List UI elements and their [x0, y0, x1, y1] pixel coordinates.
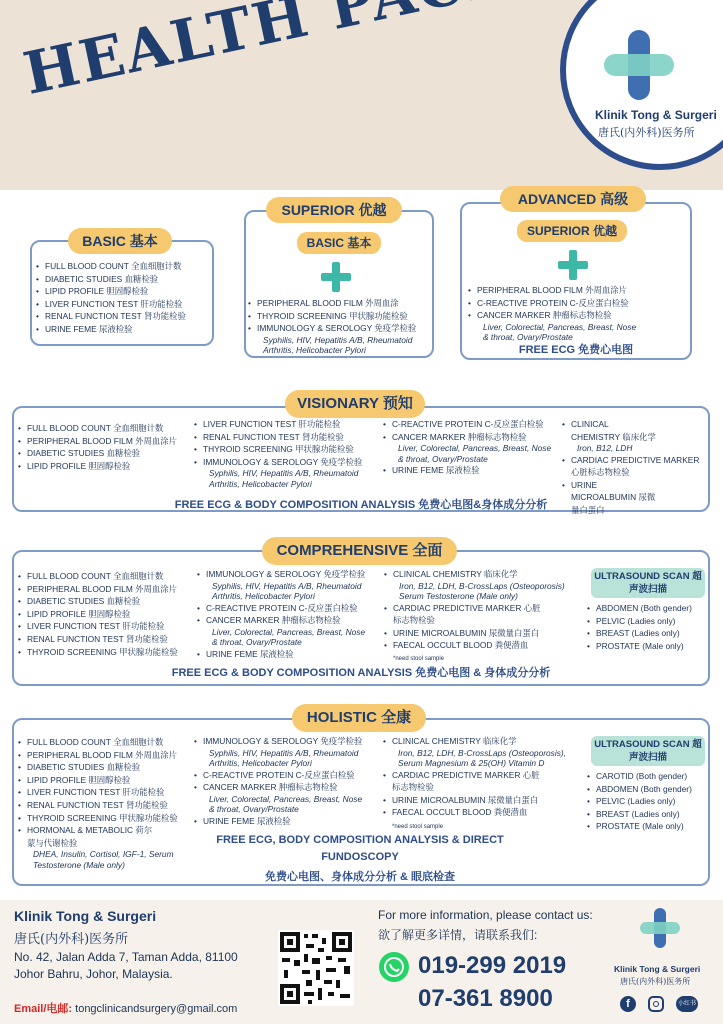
list-item: • HORMONAL & METABOLIC 荷尔蒙与代谢检验 DHEA, Insulin, Cortisol, IGF-1, Serum Testosterone (Male only) [18, 824, 158, 870]
list-item: • LIVER FUNCTION TEST 肝功能检验 [36, 298, 186, 311]
list-item: • PERIPHERAL BLOOD FILM 外周血涂片 [468, 284, 637, 297]
list-item: • BREAST (Ladies only) [587, 808, 692, 821]
list-item: • CARDIAC PREDICTIVE MARKER 心脏标志物检验 [562, 454, 708, 479]
advanced-free-note: FREE ECG 免费心电图 [518, 344, 634, 356]
list-item: • IMMUNOLOGY & SEROLOGY 免疫学检验 Syphilis, HIV, Hepatitis A/B, Rheumatoid Arthritis, Helicobacter Pylori [194, 456, 381, 490]
footer-email[interactable] [14, 1000, 237, 1016]
list-item: • LIPID PROFILE 胆固醇检验 [18, 774, 178, 787]
logo-clinic-name-cn: 唐氏(内外科)医务所 [598, 126, 695, 139]
visionary-col2-sub: Syphilis, HIV, Hepatitis A/B, Rheumatoid Arthritis, Helicobacter Pylori [209, 468, 359, 489]
holistic-stool-note: *need stool sample [392, 824, 444, 830]
visionary-col4-sub: Iron, B12, LDH [577, 443, 633, 454]
superior-sub: Syphilis, HIV, Hepatitis A/B, Rheumatoid Arthritis, Helicobacter Pylori [263, 334, 413, 356]
advanced-title: ADVANCED 高级 [500, 186, 646, 212]
footer-address-2: Johor Bahru, Johor, Malaysia. [14, 967, 173, 981]
list-item: • THYROID SCREENING 甲状腺功能检验 [248, 310, 432, 323]
list-item: • CANCER MARKER 肿瘤标志物检验 Liver, Colorectal, Pancreas, Breast, Nose & throat, Ovary/Prostate [468, 309, 637, 343]
list-item: • THYROID SCREENING 甲状腺功能检验 [18, 646, 178, 659]
list-item: • FULL BLOOD COUNT 全血细胞计数 [18, 422, 177, 435]
list-item: • DIABETIC STUDIES 血糖检验 [18, 447, 177, 460]
list-item: • CARDIAC PREDICTIVE MARKER 心脏标志物检验 [384, 602, 544, 627]
list-item: • CLINICAL CHEMISTRY 临床化学 Iron, B12, LDH, B-CrossLaps (Osteoporosis) Serum Testosterone (Male only) [384, 568, 573, 602]
list-item: • PROSTATE (Male only) [587, 640, 692, 653]
list-item: • RENAL FUNCTION TEST 肾功能检验 [194, 431, 381, 444]
holistic-col1-sub: DHEA, Insulin, Cortisol, IGF-1, Serum Testosterone (Male only) [33, 849, 174, 870]
list-item: • CANCER MARKER 肿瘤标志物检验 Liver, Colorectal, Pancreas, Breast, Nose & throat, Ovary/Prostate [194, 781, 381, 815]
email-label: Email/电邮: [14, 1003, 73, 1015]
comprehensive-title: COMPREHENSIVE 全面 [262, 537, 457, 565]
comprehensive-col2 [197, 568, 384, 660]
list-item: • IMMUNOLOGY & SEROLOGY 免疫学检验 Syphilis, HIV, Hepatitis A/B, Rheumatoid Arthritis, Helicobacter Pylori [248, 322, 432, 356]
list-item: • URINE FEME 尿液检验 [36, 323, 186, 336]
list-item: • DIABETIC STUDIES 血糖检验 [18, 761, 178, 774]
holistic-title: HOLISTIC 全康 [292, 704, 426, 732]
list-item: • PERIPHERAL BLOOD FILM 外周血涂片 [18, 749, 178, 762]
list-item: • PELVIC (Ladies only) [587, 795, 692, 808]
visionary-title: VISIONARY 预知 [285, 390, 425, 418]
comprehensive-stool-note: *need stool sample [393, 656, 445, 662]
comprehensive-ultrasound-badge: ULTRASOUND SCAN 超声波扫描 [591, 568, 705, 598]
contact-info-cn: 欲了解更多详情，请联系我们: [378, 928, 538, 942]
list-item: • FAECAL OCCULT BLOOD 粪便潜血 [383, 806, 587, 819]
superior-includes-badge: BASIC 基本 [297, 232, 381, 254]
holistic-free-line1: FREE ECG, BODY COMPOSITION ANALYSIS & DIRECT [216, 834, 504, 846]
visionary-col3 [383, 418, 554, 477]
list-item: • CLINICAL CHEMISTRY 临床化学 Iron, B12, LDH [562, 418, 657, 454]
advanced-includes-badge: SUPERIOR 优越 [517, 220, 627, 242]
footer-address-1: No. 42, Jalan Adda 7, Taman Adda, 81100 [14, 950, 238, 964]
holistic-free-line3: 免费心电图、身体成分分析 & 眼底检查 [264, 871, 456, 883]
holistic-col3-sub: Iron, B12, LDH, B-CrossLaps (Osteoporosis), Serum Magnesium & 25(OH) Vitamin D [398, 747, 567, 769]
list-item: • URINE MICROALBUMIN 尿微量白蛋白 [384, 627, 573, 640]
list-item: • LIVER FUNCTION TEST 肝功能检验 [18, 786, 178, 799]
plus-icon [321, 262, 351, 292]
visionary-col2 [194, 418, 381, 489]
list-item: • CANCER MARKER 肿瘤标志物检验 Liver, Colorectal, Pancreas, Breast, Nose & throat, Ovary/Prostate [383, 431, 554, 465]
holistic-free-line2: FUNDOSCOPY [321, 851, 399, 863]
list-item: • BREAST (Ladies only) [587, 627, 692, 640]
comprehensive-col3 [384, 568, 573, 652]
list-item: • PELVIC (Ladies only) [587, 615, 692, 628]
list-item: • DIABETIC STUDIES 血糖检验 [18, 595, 178, 608]
comprehensive-col1 [18, 570, 178, 658]
comprehensive-ultrasound-list [587, 602, 692, 652]
list-item: • PROSTATE (Male only) [587, 820, 692, 833]
holistic-col2 [194, 735, 381, 827]
visionary-free-note: FREE ECG & BODY COMPOSITION ANALYSIS 免费心电图&身体成分分析 [174, 499, 548, 511]
list-item: • LIVER FUNCTION TEST 肝功能检验 [194, 418, 381, 431]
qr-code-icon[interactable] [278, 930, 354, 1006]
superior-title: SUPERIOR 优越 [266, 197, 402, 223]
list-item: • RENAL FUNCTION TEST 肾功能检验 [18, 633, 178, 646]
visionary-col1 [18, 422, 177, 472]
holistic-col1 [18, 736, 178, 870]
list-item: • IMMUNOLOGY & SEROLOGY 免疫学检验 Syphilis, HIV, Hepatitis A/B, Rheumatoid Arthritis, Helicobacter Pylori [197, 568, 384, 602]
comprehensive-col3-sub: Iron, B12, LDH, B-CrossLaps (Osteoporosis) Serum Testosterone (Male only) [399, 580, 565, 602]
list-item: • URINE MICROALBUMIN 尿微量白蛋白 [562, 479, 662, 517]
phone-office[interactable]: 07-361 8900 [418, 985, 553, 1012]
list-item: • DIABETIC STUDIES 血糖检验 [36, 273, 186, 286]
advanced-sub: Liver, Colorectal, Pancreas, Breast, Nose & throat, Ovary/Prostate [483, 321, 637, 343]
comprehensive-col2-sub2: Liver, Colorectal, Pancreas, Breast, Nose & throat, Ovary/Prostate [212, 626, 366, 648]
comprehensive-free-note: FREE ECG & BODY COMPOSITION ANALYSIS 免费心电图 & 身体成分分析 [171, 667, 551, 679]
instagram-icon[interactable] [648, 996, 664, 1012]
holistic-col3 [383, 735, 587, 819]
advanced-list [468, 284, 637, 343]
list-item: • ABDOMEN (Both gender) [587, 783, 692, 796]
list-item: • URINE MICROALBUMIN 尿微量白蛋白 [383, 794, 587, 807]
comprehensive-col2-sub1: Syphilis, HIV, Hepatitis A/B, Rheumatoid Arthritis, Helicobacter Pylori [212, 580, 362, 602]
list-item: • THYROID SCREENING 甲状腺功能检验 [194, 443, 381, 456]
email-address[interactable]: tongclinicandsurgery@gmail.com [75, 1003, 238, 1015]
contact-info-en: For more information, please contact us: [378, 908, 593, 922]
footer-logo-icon [640, 908, 680, 948]
clinic-logo-icon [604, 30, 674, 100]
list-item: • C-REACTIVE PROTEIN C-反应蛋白检验 [197, 602, 384, 615]
holistic-ultrasound-badge: ULTRASOUND SCAN 超声波扫描 [591, 736, 705, 766]
list-item: • PERIPHERAL BLOOD FILM 外周血涂片 [18, 583, 178, 596]
holistic-col2-sub2: Liver, Colorectal, Pancreas, Breast, Nose & throat, Ovary/Prostate [209, 793, 363, 815]
list-item: • LIVER FUNCTION TEST 肝功能检验 [18, 620, 178, 633]
list-item: • RENAL FUNCTION TEST 肾功能检验 [18, 799, 178, 812]
list-item: • LIPID PROFILE 胆固醇检验 [18, 460, 177, 473]
facebook-icon[interactable]: f [620, 996, 636, 1012]
list-item: • C-REACTIVE PROTEIN C-反应蛋白检验 [194, 769, 381, 782]
plus-icon [558, 250, 588, 280]
footer-clinic-name: Klinik Tong & Surgeri [14, 908, 157, 924]
list-item: • RENAL FUNCTION TEST 肾功能检验 [36, 310, 186, 323]
basic-title: BASIC 基本 [68, 228, 172, 254]
list-item: • URINE FEME 尿液检验 [383, 464, 554, 477]
list-item: • FULL BLOOD COUNT 全血细胞计数 [18, 736, 178, 749]
list-item: • IMMUNOLOGY & SEROLOGY 免疫学检验 Syphilis, HIV, Hepatitis A/B, Rheumatoid Arthritis, Helicobacter Pylori [194, 735, 381, 769]
list-item: • THYROID SCREENING 甲状腺功能检验 [18, 812, 178, 825]
footer-logo-cn: 唐氏(内外科)医务所 [620, 977, 691, 986]
list-item: • FAECAL OCCULT BLOOD 粪便潜血 [384, 639, 573, 652]
list-item: • URINE FEME 尿液检验 [194, 815, 381, 828]
list-item: • FULL BLOOD COUNT 全血细胞计数 [36, 260, 186, 273]
list-item: • CAROTID (Both gender) [587, 770, 692, 783]
visionary-col3-sub: Liver, Colorectal, Pancreas, Breast, Nose & throat, Ovary/Prostate [398, 443, 552, 464]
holistic-col2-sub1: Syphilis, HIV, Hepatitis A/B, Rheumatoid Arthritis, Helicobacter Pylori [209, 747, 359, 769]
list-item: • FULL BLOOD COUNT 全血细胞计数 [18, 570, 178, 583]
phone-whatsapp[interactable]: 019-299 2019 [418, 952, 567, 979]
basic-list [36, 260, 186, 336]
list-item: • PERIPHERAL BLOOD FILM 外周血涂片 [18, 435, 177, 448]
list-item: • CARDIAC PREDICTIVE MARKER 心脏标志物检验 [383, 769, 543, 794]
list-item: • C-REACTIVE PROTEIN C-反应蛋白检验 [383, 418, 554, 431]
xiaohongshu-icon[interactable]: 小红书 [676, 996, 698, 1012]
list-item: • LIPID PROFILE 胆固醇检验 [18, 608, 178, 621]
holistic-ultrasound-list [587, 770, 692, 833]
list-item: • ABDOMEN (Both gender) [587, 602, 692, 615]
footer-clinic-name-cn: 唐氏(内外科)医务所 [14, 932, 129, 947]
logo-clinic-name: Klinik Tong & Surgeri [595, 108, 717, 122]
list-item: • PERIPHERAL BLOOD FILM 外周血涂 [248, 297, 432, 310]
footer-logo-name: Klinik Tong & Surgeri [614, 964, 701, 974]
list-item: • LIPID PROFILE 胆固醇检验 [36, 285, 186, 298]
whatsapp-icon[interactable] [379, 952, 409, 982]
list-item: • CANCER MARKER 肿瘤标志物检验 Liver, Colorectal, Pancreas, Breast, Nose & throat, Ovary/Prostate [197, 614, 384, 648]
list-item: • URINE FEME 尿液检验 [197, 648, 384, 661]
list-item: • C-REACTIVE PROTEIN C-反应蛋白检验 [468, 297, 637, 310]
list-item: • CLINICAL CHEMISTRY 临床化学 Iron, B12, LDH, B-CrossLaps (Osteoporosis), Serum Magnesium & 25(OH) Vitamin D [383, 735, 587, 769]
superior-list [248, 297, 432, 356]
